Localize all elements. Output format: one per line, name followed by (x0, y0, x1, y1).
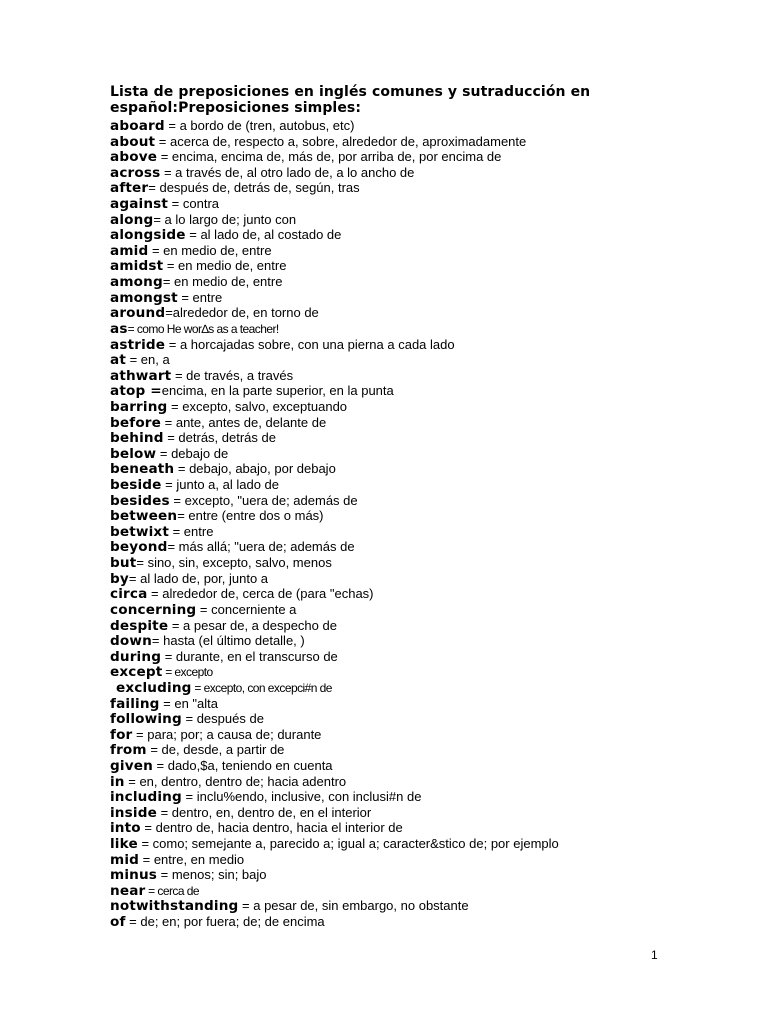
list-item (110, 913, 750, 929)
list-item (110, 663, 750, 679)
preposition-translation: = detrás, detrás de (163, 430, 276, 446)
list-item (110, 429, 750, 445)
list-item (110, 726, 750, 742)
preposition-term: excluding (116, 679, 192, 696)
preposition-translation: = entre (168, 523, 214, 539)
preposition-term: by (110, 570, 129, 587)
preposition-translation: = contra (168, 196, 220, 212)
list-item (110, 570, 750, 586)
preposition-translation: = de, desde, a partir de (146, 742, 285, 758)
preposition-term: among (110, 274, 163, 291)
preposition-translation: = junto a, al lado de (161, 477, 280, 493)
preposition-translation: = excepto, salvo, exceptuando (167, 398, 348, 414)
preposition-translation: = dado,$a, teniendo en cuenta (152, 757, 333, 773)
list-item (110, 195, 750, 211)
preposition-term: amongst (110, 289, 178, 306)
list-item (110, 273, 750, 289)
list-item (110, 398, 750, 414)
list-item (110, 148, 750, 164)
preposition-term: beside (110, 477, 162, 494)
preposition-translation: = acerca de, respecto a, sobre, alrededor de, aproximadamente (155, 133, 527, 149)
list-item (110, 554, 750, 570)
list-item (110, 773, 750, 789)
list-item (110, 382, 750, 398)
preposition-translation: = para; por; a causa de; durante (132, 726, 322, 742)
preposition-term: alongside (110, 227, 186, 244)
preposition-term: in (110, 773, 125, 790)
list-item (110, 414, 750, 430)
preposition-term: concerning (110, 601, 197, 618)
preposition-term: beneath (110, 461, 175, 478)
preposition-translation: = excepto (162, 665, 213, 680)
preposition-term: of (110, 914, 126, 931)
preposition-translation: = en, dentro, dentro de; hacia adentro (124, 773, 347, 789)
list-item (110, 710, 750, 726)
preposition-term: for (110, 726, 133, 743)
preposition-term: barring (110, 398, 168, 415)
preposition-term: astride (110, 336, 166, 353)
preposition-term: at (110, 352, 126, 369)
preposition-term: after (110, 180, 149, 197)
list-item (110, 492, 750, 508)
preposition-translation: = de; en; por fuera; de; de encima (125, 914, 325, 930)
preposition-translation: = hasta (el último detalle, ) (151, 633, 305, 649)
title-line-2: español:Preposiciones simples: (110, 99, 362, 116)
preposition-translation: = a bordo de (tren, autobus, etc) (164, 118, 355, 133)
preposition-term: including (110, 789, 182, 806)
list-item (110, 632, 750, 648)
preposition-term: before (110, 414, 162, 431)
preposition-translation: = a horcajadas sobre, con una pierna a cada lado (165, 336, 455, 352)
preposition-translation: = a través de, al otro lado de, a lo ancho de (160, 164, 415, 180)
list-item (110, 320, 750, 336)
list-item (110, 445, 750, 461)
list-item (110, 133, 750, 149)
preposition-term: failing (110, 695, 160, 712)
preposition-translation: = cerca de (145, 883, 200, 898)
preposition-term: betwixt (110, 523, 169, 540)
preposition-translation: = a pesar de, a despecho de (168, 617, 337, 633)
preposition-translation: =alrededor de, en torno de (165, 305, 319, 321)
preposition-term: following (110, 711, 182, 728)
list-item (110, 351, 750, 367)
preposition-term: minus (110, 867, 158, 884)
preposition-term: mid (110, 851, 140, 868)
preposition-term: behind (110, 430, 164, 447)
preposition-translation: = entre (177, 289, 223, 305)
preposition-translation: = en, a (125, 352, 170, 368)
list-item (110, 804, 750, 820)
list-item (110, 617, 750, 633)
preposition-translation: = como He wor∆s as a teacher! (127, 321, 279, 336)
preposition-translation: = debajo de (156, 445, 229, 461)
preposition-translation: = entre (entre dos o más) (177, 508, 324, 524)
list-item (110, 523, 750, 539)
preposition-translation: = en medio de, entre (162, 274, 283, 290)
preposition-translation: = alrededor de, cerca de (para "echas) (147, 586, 374, 602)
document-title (110, 85, 710, 116)
preposition-translation: = excepto, con excepci#n de (191, 680, 332, 695)
preposition-term: beyond (110, 539, 168, 556)
preposition-term: from (110, 742, 147, 759)
list-item (110, 882, 750, 898)
preposition-term: athwart (110, 367, 172, 384)
preposition-term: notwithstanding (110, 898, 239, 915)
list-item (110, 460, 750, 476)
preposition-translation: = en "alta (159, 695, 218, 711)
preposition-translation: = a pesar de, sin embargo, no obstante (238, 898, 469, 914)
preposition-term: amidst (110, 258, 164, 275)
list-item (110, 507, 750, 523)
preposition-term: across (110, 164, 161, 181)
preposition-translation: = durante, en el transcurso de (161, 648, 338, 664)
preposition-term: aboard (110, 118, 165, 134)
list-item (110, 851, 750, 867)
preposition-translation: = como; semejante a, parecido a; igual a; caracter&stico de; por ejemplo (137, 836, 559, 852)
preposition-term: below (110, 445, 157, 462)
list-item (110, 835, 750, 851)
list-item (110, 476, 750, 492)
list-item (110, 648, 750, 664)
preposition-term: atop = (110, 383, 162, 400)
preposition-term: except (110, 664, 163, 681)
list-item (110, 585, 750, 601)
list-item (110, 367, 750, 383)
preposition-term: above (110, 149, 158, 166)
preposition-translation: = al lado de, por, junto a (128, 570, 269, 586)
preposition-translation: = más allá; "uera de; además de (167, 539, 355, 555)
preposition-translation: = encima, encima de, más de, por arriba de, por encima de (157, 149, 502, 165)
list-item (110, 866, 750, 882)
preposition-term: down (110, 633, 152, 650)
page-number: 1 (651, 948, 658, 962)
list-item (110, 336, 750, 352)
preposition-term: near (110, 882, 146, 899)
list-item (110, 226, 750, 242)
preposition-translation: = debajo, abajo, por debajo (174, 461, 336, 477)
preposition-translation: = excepto, "uera de; además de (169, 492, 358, 508)
preposition-translation: = dentro de, hacia dentro, hacia el interior de (140, 820, 403, 836)
preposition-translation: = en medio de, entre (148, 242, 272, 258)
list-item (110, 897, 750, 913)
list-item (110, 538, 750, 554)
preposition-term: but (110, 555, 137, 572)
preposition-term: around (110, 305, 166, 322)
list-item (110, 679, 750, 695)
title-line-1: Lista de preposiciones en inglés comunes y sutraducción en (110, 84, 591, 100)
preposition-translation: = menos; sin; bajo (157, 867, 267, 883)
list-item (110, 117, 750, 133)
list-item (110, 211, 750, 227)
preposition-term: despite (110, 617, 169, 634)
preposition-translation: = en medio de, entre (163, 258, 287, 274)
list-item (110, 695, 750, 711)
preposition-term: besides (110, 492, 170, 509)
list-item (110, 289, 750, 305)
list-item (110, 164, 750, 180)
list-item (110, 741, 750, 757)
preposition-translation: = de través, a través (171, 367, 294, 383)
list-item (110, 757, 750, 773)
preposition-term: inside (110, 804, 157, 821)
preposition-translation: encima, en la parte superior, en la punta (161, 383, 394, 399)
preposition-translation: = dentro, en, dentro de, en el interior (156, 804, 372, 820)
preposition-translation: = concerniente a (196, 601, 297, 617)
preposition-translation: = después de (181, 711, 264, 727)
preposition-translation: = al lado de, al costado de (185, 227, 342, 243)
preposition-term: along (110, 211, 154, 228)
list-item (110, 242, 750, 258)
preposition-term: against (110, 196, 169, 213)
list-item (110, 819, 750, 835)
preposition-translation: = entre, en medio (139, 851, 245, 867)
preposition-translation: = a lo largo de; junto con (153, 211, 297, 227)
preposition-translation: = inclu%endo, inclusive, con inclusi#n de (181, 789, 422, 805)
preposition-term: into (110, 820, 141, 837)
list-item (110, 304, 750, 320)
list-item (110, 601, 750, 617)
preposition-term: about (110, 133, 156, 150)
preposition-translation: = sino, sin, excepto, salvo, menos (136, 555, 332, 571)
preposition-term: like (110, 836, 138, 853)
list-item (110, 788, 750, 804)
preposition-term: during (110, 648, 162, 665)
preposition-translation: = ante, antes de, delante de (161, 414, 327, 430)
preposition-translation: = después de, detrás de, según, tras (148, 180, 360, 196)
list-item (110, 257, 750, 273)
preposition-term: given (110, 757, 153, 774)
list-item (110, 179, 750, 195)
preposition-term: as (110, 320, 128, 337)
preposition-list (110, 117, 750, 929)
preposition-term: amid (110, 242, 149, 259)
preposition-term: between (110, 508, 178, 525)
preposition-term: circa (110, 586, 148, 603)
